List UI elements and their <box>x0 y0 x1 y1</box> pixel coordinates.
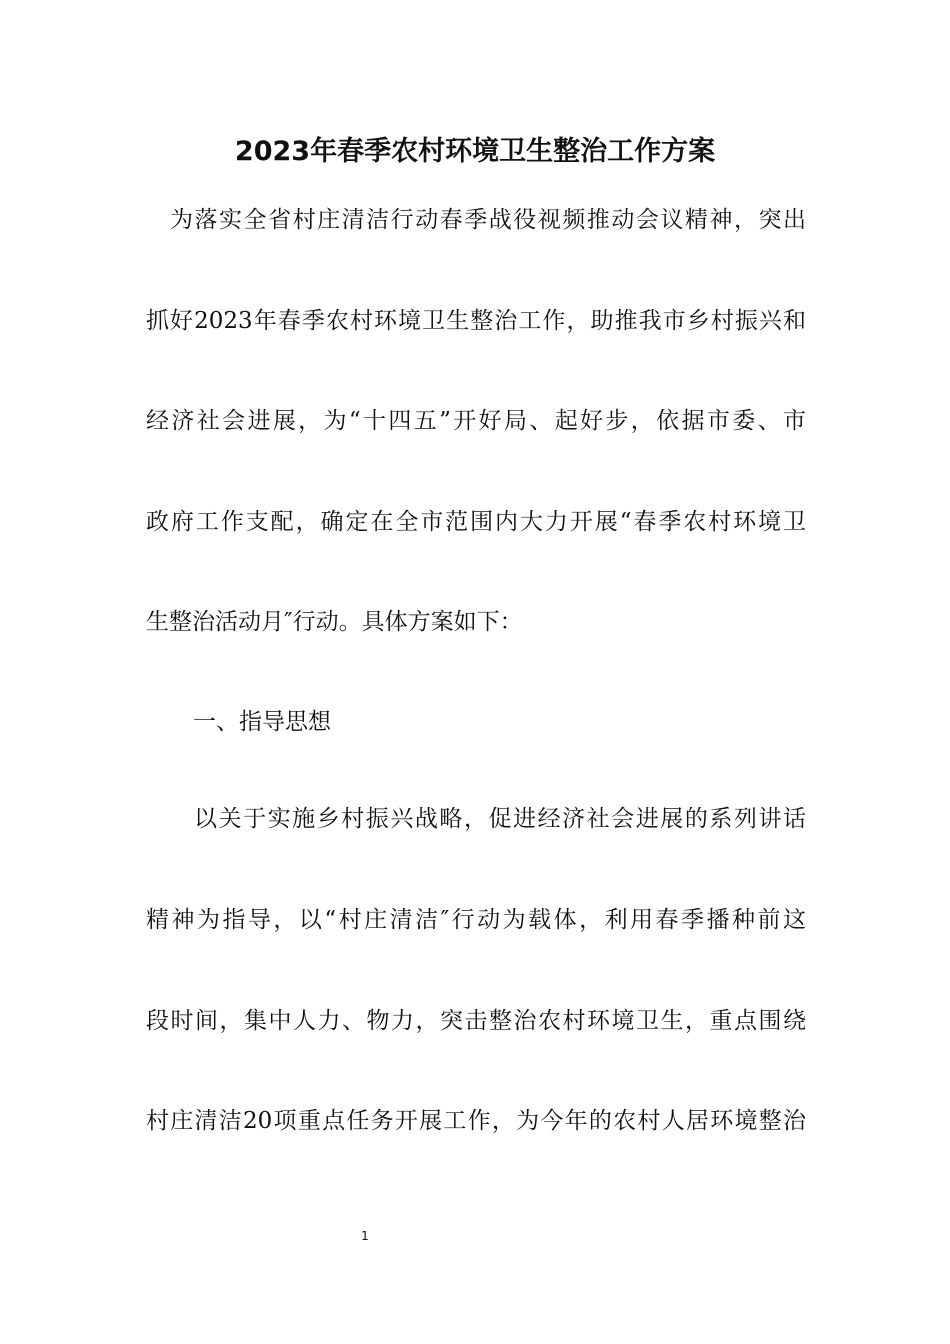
paragraph-line: 为落实全省村庄清洁行动春季战役视频推动会议精神，突出 <box>170 207 806 233</box>
paragraph-line: 精神为指导，以“村庄清洁″行动为载体，利用春季播种前这 <box>146 907 806 933</box>
paragraph-line: 抓好2023年春季农村环境卫生整治工作，助推我市乡村振兴和 <box>146 308 806 334</box>
section-heading: 一、指导思想 <box>193 709 331 735</box>
paragraph-line: 以关于实施乡村振兴战略，促进经济社会进展的系列讲话 <box>194 806 806 832</box>
page-number: 1 <box>361 1229 369 1243</box>
paragraph-line: 生整治活动月″行动。具体方案如下： <box>146 609 523 635</box>
paragraph-line: 经济社会进展，为“十四五”开好局、起好步，依据市委、市 <box>146 408 806 434</box>
paragraph-line: 村庄清洁20项重点任务开展工作，为今年的农村人居环境整治 <box>146 1108 806 1134</box>
paragraph-line: 段时间，集中人力、物力，突击整治农村环境卫生，重点围绕 <box>146 1008 806 1034</box>
document-title: 2023年春季农村环境卫生整治工作方案 <box>234 136 716 167</box>
paragraph-line: 政府工作支配，确定在全市范围内大力开展“春季农村环境卫 <box>146 509 806 535</box>
